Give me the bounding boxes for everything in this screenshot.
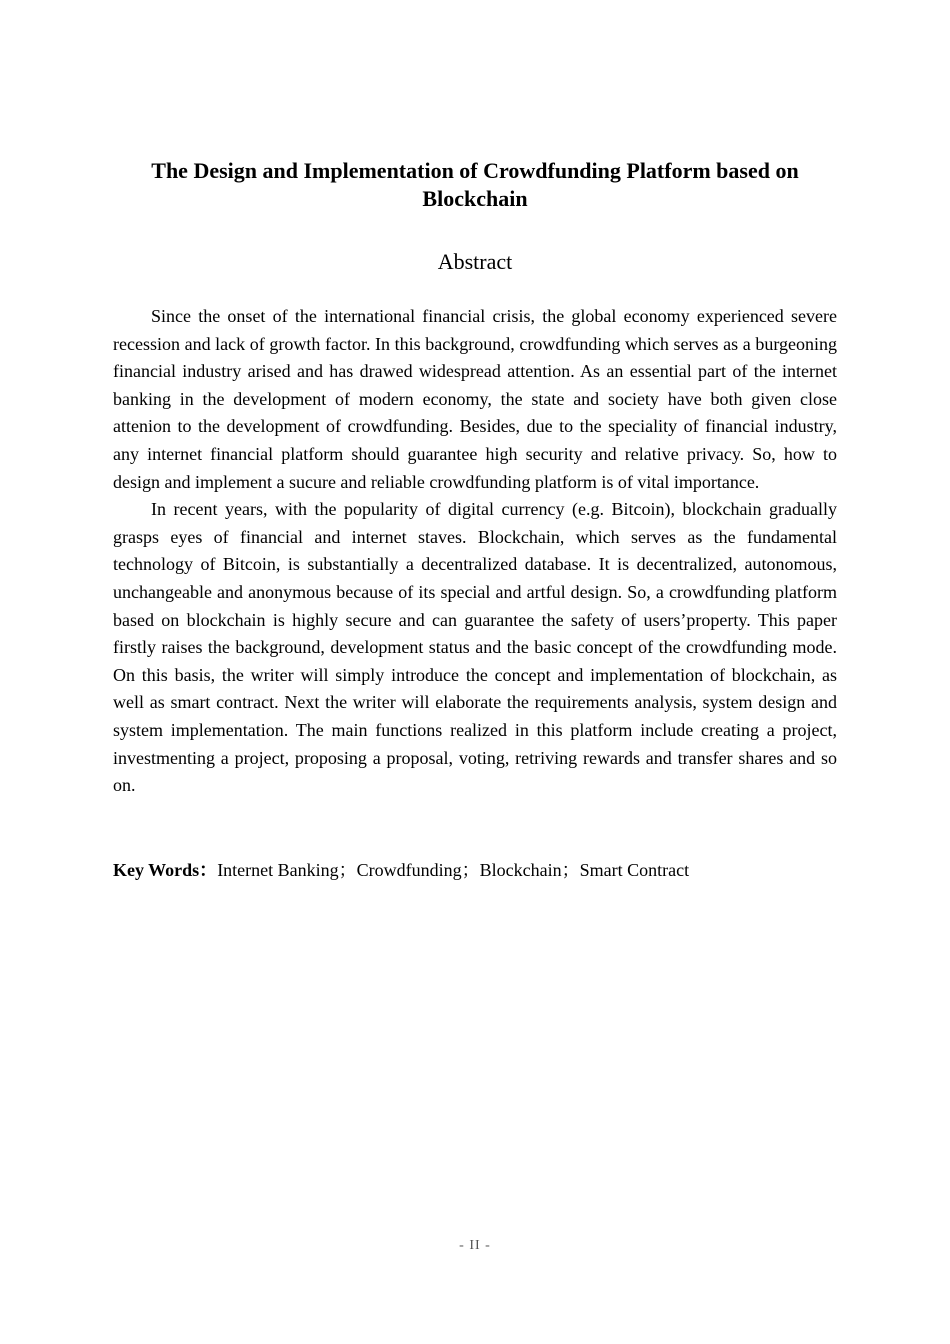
keywords-label: Key Words：: [113, 860, 218, 880]
paper-title: The Design and Implementation of Crowdfunding Platform based on Blockchain: [151, 158, 799, 211]
abstract-paragraph-1: Since the onset of the international financial crisis, the global economy experienced severe recession and lack of growth factor. In this background, crowdfunding which serves as a burgeoning financial industry arised and has drawed widespread attention. As an essential part of the internet banking in the development of modern economy, the state and society have both given close attenion to the development of crowdfunding. Besides, due to the speciality of financial industry, any internet financial platform should guarantee high security and relative privacy. So, how to design and implement a sucure and reliable crowdfunding platform is of vital importance.: [113, 306, 837, 492]
keywords-list: Internet Banking；Crowdfunding；Blockchain；Smart Contract: [217, 860, 690, 880]
keywords-line: [113, 856, 837, 884]
abstract-paragraph-2: In recent years, with the popularity of digital currency (e.g. Bitcoin), blockchain gradually grasps eyes of financial and internet staves. Blockchain, which serves as the fundamental technology of Bitcoin, is substantially a decentralized database. It is decentralized, autonomous, unchangeable and anonymous because of its special and artful design. So, a crowdfunding platform based on blockchain is highly secure and can guarantee the safety of users’property. This paper firstly raises the background, development status and the basic concept of the crowdfunding mode. On this basis, the writer will simply introduce the concept and implementation of blockchain, as well as smart contract. Next the writer will elaborate the requirements analysis, system design and system implementation. The main functions realized in this platform include creating a project, investmenting a project, proposing a proposal, voting, retriving rewards and transfer shares and so on.: [113, 499, 837, 796]
page-number: - II -: [459, 1238, 491, 1253]
abstract-body: [113, 303, 837, 800]
abstract-heading: Abstract: [437, 249, 513, 274]
